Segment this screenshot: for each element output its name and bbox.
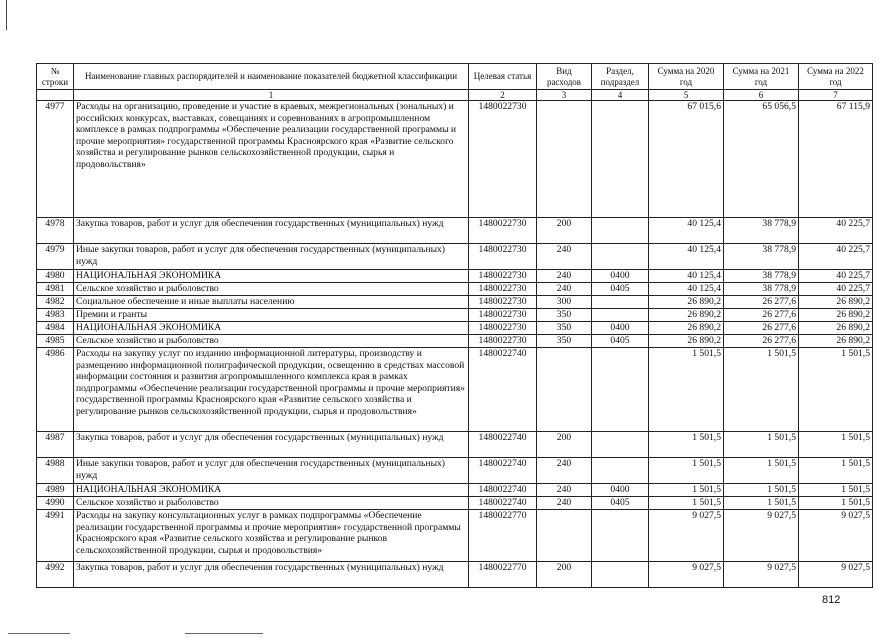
row-name: Закупка товаров, работ и услуг для обеспечения государственных (муниципальных) нужд — [74, 562, 469, 588]
row-expense-type — [537, 101, 592, 218]
row-sum-2020: 26 890,2 — [649, 296, 724, 309]
row-expense-type — [537, 348, 592, 432]
row-number: 4988 — [37, 458, 74, 484]
row-sum-2021: 26 277,6 — [724, 309, 799, 322]
row-sum-2022: 26 890,2 — [799, 335, 873, 348]
column-number: 1 — [74, 90, 469, 101]
row-sum-2021: 9 027,5 — [724, 510, 799, 562]
row-sum-2020: 1 501,5 — [649, 348, 724, 432]
page-number: 812 — [822, 594, 841, 606]
table-row — [37, 218, 873, 244]
table-row — [37, 432, 873, 458]
row-sum-2022: 9 027,5 — [799, 562, 873, 588]
row-target-article: 1480022740 — [469, 484, 537, 497]
row-expense-type: 240 — [537, 497, 592, 510]
row-expense-type: 240 — [537, 283, 592, 296]
row-number: 4982 — [37, 296, 74, 309]
row-name: Социальное обеспечение и иные выплаты населению — [74, 296, 469, 309]
row-expense-type: 200 — [537, 218, 592, 244]
row-name: Расходы на закупку услуг по изданию информационной литературы, производству и размещению информационной полиграфической продукции, освещению в средствах массовой информации состояния и развития агропромышленного комплекса края в рамках подпрограммы «Обеспечение реализации государственной программы и прочие мероприятия» государственной программы Красноярского края «Развитие сельского хозяйства и регулирование рынков сельскохозяйственной продукции, сырья и продовольствия» — [74, 348, 469, 432]
row-target-article: 1480022740 — [469, 348, 537, 432]
row-sum-2022: 26 890,2 — [799, 322, 873, 335]
row-sum-2022: 1 501,5 — [799, 458, 873, 484]
row-expense-type: 240 — [537, 244, 592, 270]
table-row — [37, 562, 873, 588]
row-sum-2021: 1 501,5 — [724, 458, 799, 484]
row-section: 0400 — [592, 322, 649, 335]
table-row — [37, 101, 873, 218]
row-name: НАЦИОНАЛЬНАЯ ЭКОНОМИКА — [74, 484, 469, 497]
row-sum-2022: 9 027,5 — [799, 510, 873, 562]
row-section — [592, 432, 649, 458]
row-expense-type: 240 — [537, 270, 592, 283]
row-name: Премии и гранты — [74, 309, 469, 322]
header-name: Наименование главных распорядителей и наименование показателей бюджетной классификации — [74, 64, 469, 90]
row-name: Расходы на закупку консультационных услуг в рамках подпрограммы «Обеспечение реализации государственной программы и прочие мероприятия» государственной программы Красноярского края «Развитие сельского хозяйства и регулирование рынков сельскохозяйственной продукции, сырья и продовольствия» — [74, 510, 469, 562]
row-target-article: 1480022740 — [469, 497, 537, 510]
header-sum-2021: Сумма на 2021 год — [724, 64, 799, 90]
row-sum-2022: 40 225,7 — [799, 270, 873, 283]
table-row — [37, 322, 873, 335]
row-sum-2020: 40 125,4 — [649, 218, 724, 244]
row-expense-type: 350 — [537, 335, 592, 348]
row-section: 0405 — [592, 335, 649, 348]
table-row — [37, 484, 873, 497]
row-number: 4991 — [37, 510, 74, 562]
header-row — [37, 64, 873, 90]
row-sum-2020: 26 890,2 — [649, 322, 724, 335]
column-number: 7 — [799, 90, 873, 101]
row-section: 0400 — [592, 270, 649, 283]
row-sum-2021: 26 277,6 — [724, 296, 799, 309]
row-expense-type: 240 — [537, 484, 592, 497]
footer-rule — [8, 633, 70, 634]
row-sum-2020: 67 015,6 — [649, 101, 724, 218]
row-target-article: 1480022730 — [469, 296, 537, 309]
row-sum-2021: 38 778,9 — [724, 270, 799, 283]
row-sum-2020: 9 027,5 — [649, 562, 724, 588]
row-sum-2022: 1 501,5 — [799, 484, 873, 497]
row-name: Сельское хозяйство и рыболовство — [74, 283, 469, 296]
row-target-article: 1480022730 — [469, 270, 537, 283]
row-name: Закупка товаров, работ и услуг для обеспечения государственных (муниципальных) нужд — [74, 432, 469, 458]
row-expense-type: 300 — [537, 296, 592, 309]
row-section: 0405 — [592, 497, 649, 510]
row-sum-2022: 67 115,9 — [799, 101, 873, 218]
row-expense-type — [537, 510, 592, 562]
row-number: 4990 — [37, 497, 74, 510]
row-target-article: 1480022730 — [469, 322, 537, 335]
left-margin-line — [6, 0, 7, 30]
header-type: Вид расходов — [537, 64, 592, 90]
row-name: Расходы на организацию, проведение и участие в краевых, межрегиональных (зональных) и российских конкурсах, выставках, совещаниях и соревнованиях в агропромышленном комплексе в рамках подпрограммы «Обеспечение реализации государственной программы и прочие мероприятия» государственной программы Красноярского края «Развитие сельского хозяйства и регулирование рынков сельскохозяйственной продукции, сырья и продовольствия» — [74, 101, 469, 218]
row-section: 0400 — [592, 484, 649, 497]
column-number: 3 — [537, 90, 592, 101]
row-number: 4987 — [37, 432, 74, 458]
row-sum-2022: 40 225,7 — [799, 244, 873, 270]
row-sum-2020: 1 501,5 — [649, 484, 724, 497]
row-expense-type: 200 — [537, 562, 592, 588]
row-sum-2022: 26 890,2 — [799, 309, 873, 322]
row-sum-2022: 40 225,7 — [799, 218, 873, 244]
row-sum-2020: 26 890,2 — [649, 309, 724, 322]
row-section — [592, 101, 649, 218]
row-target-article: 1480022730 — [469, 218, 537, 244]
column-number: 4 — [592, 90, 649, 101]
row-sum-2020: 1 501,5 — [649, 432, 724, 458]
row-number: 4980 — [37, 270, 74, 283]
row-number: 4992 — [37, 562, 74, 588]
row-section — [592, 348, 649, 432]
column-number: 2 — [469, 90, 537, 101]
row-target-article: 1480022730 — [469, 283, 537, 296]
row-target-article: 1480022770 — [469, 510, 537, 562]
row-expense-type: 240 — [537, 458, 592, 484]
row-sum-2021: 1 501,5 — [724, 484, 799, 497]
table-row — [37, 458, 873, 484]
row-number: 4977 — [37, 101, 74, 218]
row-sum-2021: 1 501,5 — [724, 432, 799, 458]
row-sum-2020: 40 125,4 — [649, 283, 724, 296]
row-sum-2021: 9 027,5 — [724, 562, 799, 588]
column-number-row — [37, 90, 873, 101]
row-target-article: 1480022740 — [469, 458, 537, 484]
table-row — [37, 296, 873, 309]
row-target-article: 1480022730 — [469, 309, 537, 322]
row-name: Сельское хозяйство и рыболовство — [74, 335, 469, 348]
table-row — [37, 348, 873, 432]
row-sum-2020: 1 501,5 — [649, 458, 724, 484]
row-sum-2022: 1 501,5 — [799, 497, 873, 510]
table-row — [37, 510, 873, 562]
row-name: Иные закупки товаров, работ и услуг для обеспечения государственных (муниципальных) нужд — [74, 244, 469, 270]
column-number: 6 — [724, 90, 799, 101]
table-row — [37, 335, 873, 348]
row-sum-2021: 65 056,5 — [724, 101, 799, 218]
column-number: 5 — [649, 90, 724, 101]
row-target-article: 1480022730 — [469, 101, 537, 218]
header-section: Раздел, подраздел — [592, 64, 649, 90]
row-number: 4983 — [37, 309, 74, 322]
budget-table — [36, 63, 873, 588]
row-number: 4984 — [37, 322, 74, 335]
row-section — [592, 458, 649, 484]
table-row — [37, 309, 873, 322]
row-sum-2022: 1 501,5 — [799, 348, 873, 432]
row-section — [592, 309, 649, 322]
table-row — [37, 270, 873, 283]
row-sum-2022: 26 890,2 — [799, 296, 873, 309]
row-name: Иные закупки товаров, работ и услуг для обеспечения государственных (муниципальных) нужд — [74, 458, 469, 484]
header-target: Целевая статья — [469, 64, 537, 90]
table-row — [37, 283, 873, 296]
row-section: 0405 — [592, 283, 649, 296]
row-sum-2020: 9 027,5 — [649, 510, 724, 562]
row-expense-type: 200 — [537, 432, 592, 458]
row-number: 4979 — [37, 244, 74, 270]
row-sum-2021: 26 277,6 — [724, 335, 799, 348]
footer-rule — [185, 633, 263, 634]
row-section — [592, 244, 649, 270]
row-sum-2021: 26 277,6 — [724, 322, 799, 335]
row-target-article: 1480022730 — [469, 335, 537, 348]
row-sum-2020: 1 501,5 — [649, 497, 724, 510]
row-sum-2021: 1 501,5 — [724, 348, 799, 432]
row-sum-2022: 40 225,7 — [799, 283, 873, 296]
row-sum-2020: 26 890,2 — [649, 335, 724, 348]
row-sum-2021: 38 778,9 — [724, 244, 799, 270]
row-sum-2020: 40 125,4 — [649, 244, 724, 270]
row-sum-2021: 38 778,9 — [724, 218, 799, 244]
header-sum-2020: Сумма на 2020 год — [649, 64, 724, 90]
row-expense-type: 350 — [537, 309, 592, 322]
row-number: 4989 — [37, 484, 74, 497]
row-sum-2020: 40 125,4 — [649, 270, 724, 283]
table-row — [37, 497, 873, 510]
row-target-article: 1480022730 — [469, 244, 537, 270]
row-name: НАЦИОНАЛЬНАЯ ЭКОНОМИКА — [74, 270, 469, 283]
row-target-article: 1480022740 — [469, 432, 537, 458]
row-name: Закупка товаров, работ и услуг для обеспечения государственных (муниципальных) нужд — [74, 218, 469, 244]
row-number: 4985 — [37, 335, 74, 348]
row-number: 4981 — [37, 283, 74, 296]
row-section — [592, 562, 649, 588]
row-sum-2022: 1 501,5 — [799, 432, 873, 458]
row-section — [592, 218, 649, 244]
row-number: 4986 — [37, 348, 74, 432]
column-number — [37, 90, 74, 101]
row-sum-2021: 1 501,5 — [724, 497, 799, 510]
row-sum-2021: 38 778,9 — [724, 283, 799, 296]
table-row — [37, 244, 873, 270]
header-num: № строки — [37, 64, 74, 90]
row-section — [592, 510, 649, 562]
row-expense-type: 350 — [537, 322, 592, 335]
row-target-article: 1480022770 — [469, 562, 537, 588]
header-sum-2022: Сумма на 2022 год — [799, 64, 873, 90]
row-number: 4978 — [37, 218, 74, 244]
row-name: НАЦИОНАЛЬНАЯ ЭКОНОМИКА — [74, 322, 469, 335]
row-name: Сельское хозяйство и рыболовство — [74, 497, 469, 510]
row-section — [592, 296, 649, 309]
